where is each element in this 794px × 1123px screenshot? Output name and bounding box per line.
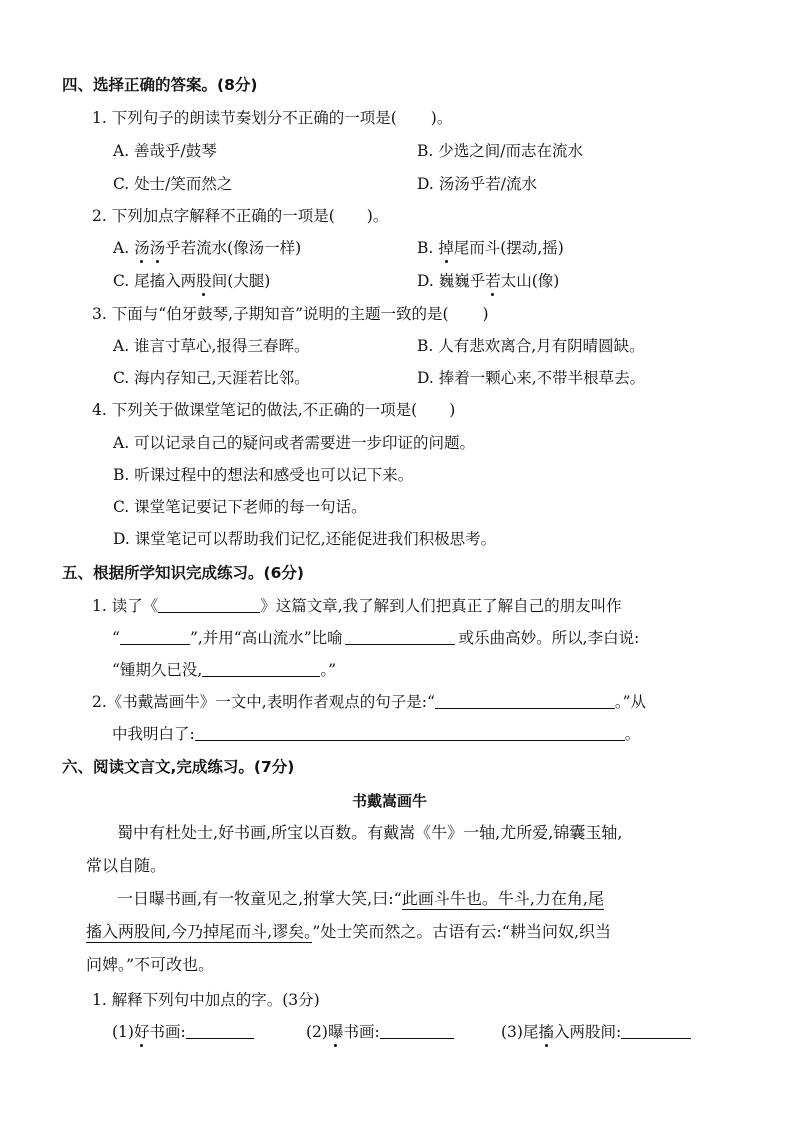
option-text: 太山(像) — [500, 272, 560, 290]
item-text: (3)尾 — [501, 1023, 539, 1041]
dotted-char: 搐 — [538, 1023, 554, 1041]
option-text: D. 巍巍乎 — [417, 272, 486, 290]
dotted-char: 股 — [196, 272, 212, 290]
answer-blank[interactable] — [186, 1022, 254, 1039]
passage-line — [117, 889, 604, 909]
q4-4-option-c[interactable]: C. 课堂笔记要记下老师的每一句话。 — [113, 498, 367, 516]
section-6-title: 六、阅读文言文,完成练习。(7分) — [62, 758, 295, 776]
q4-3-option-d[interactable]: D. 捧着一颗心来,不带半根草去。 — [417, 369, 646, 387]
q5-2-line-1 — [92, 692, 646, 712]
dotted-char: 若 — [485, 272, 501, 290]
item-text: (2) — [306, 1023, 328, 1041]
q4-2-option-d[interactable] — [417, 271, 559, 291]
passage-line — [86, 922, 611, 942]
q4-2-option-c[interactable] — [113, 271, 270, 291]
q4-1-stem — [92, 108, 452, 128]
q4-4-option-b[interactable]: B. 听课过程中的想法和感受也可以记下来。 — [113, 466, 414, 484]
stem-text: 1. 下列句子的朗读节奏划分不正确的一项是( — [92, 109, 397, 127]
question-text: 。 — [624, 725, 641, 743]
q5-1-line-3 — [112, 660, 336, 680]
q4-3-option-c[interactable]: C. 海内存知己,天涯若比邻。 — [113, 369, 310, 387]
answer-blank[interactable] — [120, 628, 190, 645]
question-text: “锺期久已没, — [112, 661, 203, 679]
answer-blank[interactable] — [202, 660, 320, 677]
question-text: 1. 读了《 — [92, 597, 159, 615]
q4-3-option-b[interactable]: B. 人有悲欢离合,月有阴晴圆缺。 — [417, 337, 645, 355]
section-4-title: 四、选择正确的答案。(8分) — [62, 76, 258, 94]
q4-1-option-b[interactable]: B. 少选之间/而志在流水 — [417, 142, 583, 160]
dotted-char: 汤 — [149, 239, 166, 257]
q6-1-stem: 1. 解释下列句中加点的字。(3分) — [92, 991, 320, 1009]
option-text: 间(大腿) — [211, 272, 271, 290]
passage-line: 常以自随。 — [86, 856, 167, 875]
q6-1-item-1 — [112, 1022, 254, 1042]
q6-1-item-2 — [306, 1022, 454, 1042]
answer-blank[interactable] — [380, 1022, 454, 1039]
option-prefix: A. — [113, 239, 135, 257]
q4-1-option-a[interactable]: A. 善哉乎/鼓琴 — [113, 142, 217, 160]
q4-1-option-c[interactable]: C. 处士/笑而然之 — [113, 175, 233, 193]
q4-4-option-a[interactable]: A. 可以记录自己的疑问或者需要进一步印证的问题。 — [113, 434, 476, 452]
answer-blank[interactable] — [621, 1022, 691, 1039]
question-text: 或乐曲高妙。所以,李白说: — [458, 629, 640, 647]
section-5-title: 五、根据所学知识完成练习。(6分) — [62, 564, 304, 582]
passage-text: 一日曝书画,有一牧童见之,拊掌大笑,曰:“ — [117, 889, 402, 908]
option-text: C. 尾搐入两 — [113, 272, 197, 290]
passage-title: 书戴嵩画牛 — [352, 792, 428, 810]
question-text: 中我明白了: — [112, 725, 195, 743]
underlined-text: 此画斗牛也。牛斗,力在角,尾 — [401, 889, 605, 908]
stem-text-end: )。 — [430, 109, 453, 127]
q4-2-option-b[interactable] — [417, 238, 564, 258]
item-text: 入两股间: — [553, 1023, 622, 1041]
q4-4-option-d[interactable]: D. 课堂笔记可以帮助我们记忆,还能促进我们积极思考。 — [113, 530, 497, 548]
stem-text: 2. 下列加点字解释不正确的一项是( — [92, 207, 335, 225]
dotted-char: 好 — [133, 1023, 150, 1041]
answer-blank[interactable] — [435, 692, 615, 709]
stem-text: 3. 下面与“伯牙鼓琴,子期知音”说明的主题一致的是( — [92, 305, 449, 323]
option-text: 乎若流水(像汤一样) — [165, 239, 302, 257]
item-text: 书画: — [343, 1023, 380, 1041]
stem-text-end: ) — [482, 305, 489, 323]
q5-2-line-2 — [112, 724, 640, 744]
q4-4-stem — [92, 400, 455, 420]
passage-text: ”处士笑而然之。古语有云:“耕当问奴,织当 — [312, 922, 612, 941]
dotted-char: 曝 — [327, 1023, 344, 1041]
question-text: 。” — [320, 661, 337, 679]
question-text: “ — [112, 629, 120, 647]
option-prefix: B. — [417, 239, 439, 257]
underlined-text: 搐入两股间,今乃掉尾而斗,谬矣。 — [86, 922, 313, 941]
answer-blank[interactable] — [158, 596, 260, 613]
stem-text: 4. 下列关于做课堂笔记的做法,不正确的一项是( — [92, 401, 418, 419]
q4-3-stem — [92, 304, 489, 324]
question-text: 》这篇文章,我了解到人们把真正了解自己的朋友叫作 — [260, 597, 622, 615]
q4-3-option-a[interactable]: A. 谁言寸草心,报得三春晖。 — [113, 337, 310, 355]
passage-line: 问婢。”不可改也。 — [86, 955, 215, 974]
question-text: ”,并用“高山流水”比喻 — [189, 629, 343, 647]
answer-blank[interactable] — [195, 724, 625, 741]
q4-1-option-d[interactable]: D. 汤汤乎若/流水 — [417, 175, 537, 193]
q6-1-item-3 — [501, 1022, 691, 1042]
answer-blank[interactable] — [345, 628, 455, 645]
q4-2-stem — [92, 206, 388, 226]
question-text: 2.《书戴嵩画牛》一文中,表明作者观点的句子是:“ — [92, 693, 435, 711]
question-text: 。”从 — [614, 693, 647, 711]
dotted-char: 掉 — [438, 239, 454, 257]
stem-text-end: ) — [449, 401, 456, 419]
q5-1-line-1 — [92, 596, 622, 616]
q5-1-line-2 — [112, 628, 639, 648]
item-text: 书画: — [149, 1023, 186, 1041]
passage-line: 蜀中有杜处士,好书画,所宝以百数。有戴嵩《牛》一轴,尤所爱,锦囊玉轴, — [117, 823, 623, 842]
item-text: (1) — [112, 1023, 134, 1041]
option-text: 尾而斗(摆动,摇) — [453, 239, 564, 257]
stem-text-end: )。 — [366, 207, 389, 225]
dotted-char: 汤 — [134, 239, 150, 257]
q4-2-option-a[interactable] — [113, 238, 301, 258]
